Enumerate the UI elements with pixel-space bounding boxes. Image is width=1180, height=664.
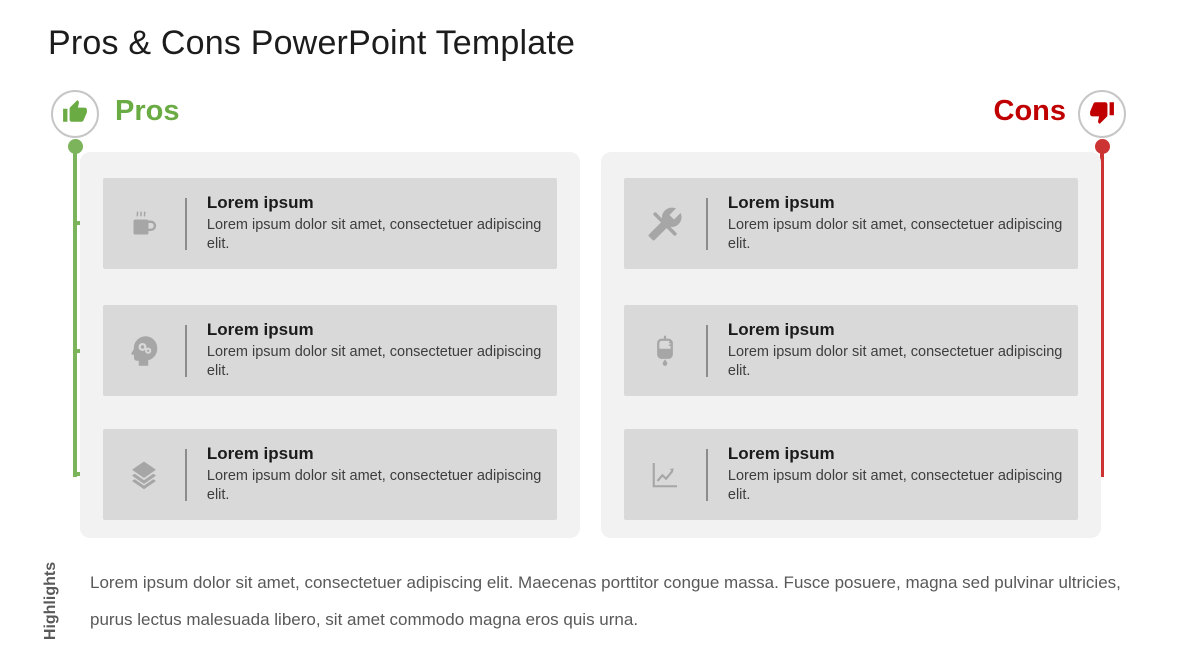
card-description: Lorem ipsum dolor sit amet, consectetuer adipiscing elit.: [727, 217, 1063, 252]
card-description: Lorem ipsum dolor sit amet, consectetuer adipiscing elit.: [727, 468, 1063, 503]
line-chart-icon: [624, 457, 706, 493]
iv-bag-icon: [624, 333, 706, 369]
page-title: Pros & Cons PowerPoint Template: [48, 24, 576, 62]
card-description: Lorem ipsum dolor sit amet, consectetuer adipiscing elit.: [206, 468, 542, 503]
pros-heading: Pros: [115, 95, 180, 127]
pros-card-3: [103, 429, 557, 520]
tools-icon: [624, 206, 706, 242]
card-title: Lorem ipsum: [206, 193, 314, 213]
card-title: Lorem ipsum: [727, 193, 835, 213]
cons-badge: [1078, 90, 1126, 138]
cons-card-1: [624, 178, 1078, 269]
pros-panel: [80, 152, 580, 538]
card-description: Lorem ipsum dolor sit amet, consectetuer adipiscing elit.: [727, 344, 1063, 379]
card-title: Lorem ipsum: [727, 444, 835, 464]
card-title: Lorem ipsum: [727, 320, 835, 340]
pros-badge: [51, 90, 99, 138]
card-description: Lorem ipsum dolor sit amet, consectetuer adipiscing elit.: [206, 344, 542, 379]
cons-card-2: [624, 305, 1078, 396]
coffee-mug-icon: [103, 206, 185, 242]
cons-panel: [601, 152, 1101, 538]
books-stack-icon: [103, 457, 185, 493]
cons-card-3: [624, 429, 1078, 520]
head-gears-icon: [103, 333, 185, 369]
highlights-text: Lorem ipsum dolor sit amet, consectetuer adipiscing elit. Maecenas porttitor congue massa. Fusce posuere, magna sed pulvinar ultricies, purus lectus malesuada libero, sit amet commodo magna eros quis urna.: [90, 573, 1121, 629]
card-title: Lorem ipsum: [206, 320, 314, 340]
card-title: Lorem ipsum: [206, 444, 314, 464]
pros-connector-line: [73, 146, 77, 477]
cons-heading: Cons: [993, 95, 1066, 127]
highlights-label: Highlights: [42, 561, 59, 641]
pros-card-2: [103, 305, 557, 396]
card-description: Lorem ipsum dolor sit amet, consectetuer adipiscing elit.: [206, 217, 542, 252]
thumbs-down-icon: [1089, 99, 1115, 130]
pros-card-1: [103, 178, 557, 269]
thumbs-up-icon: [62, 99, 88, 130]
